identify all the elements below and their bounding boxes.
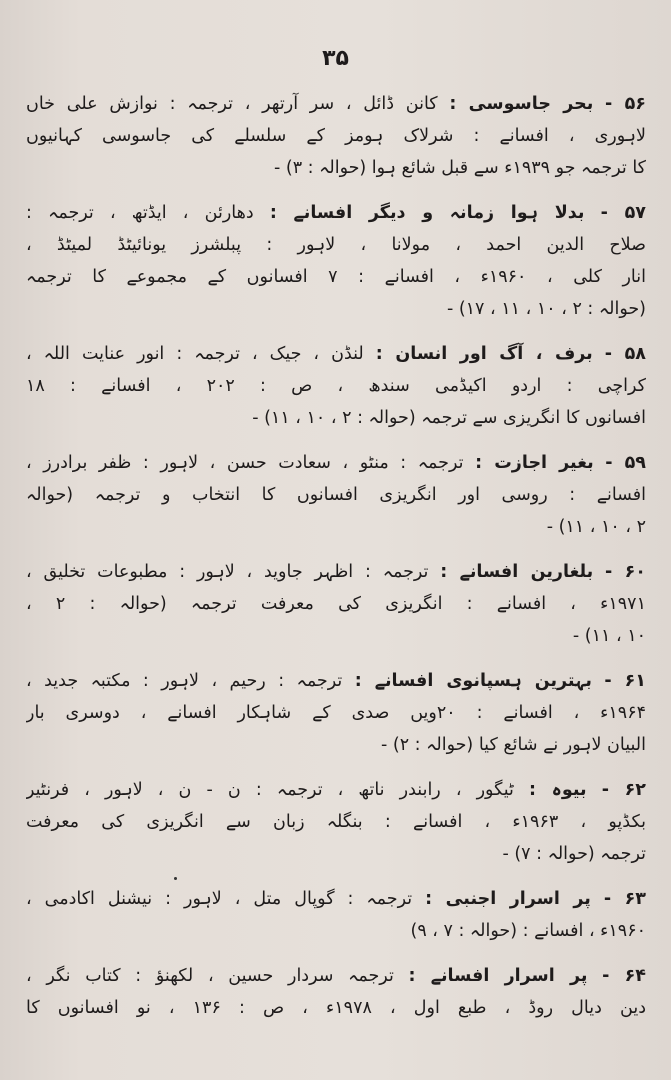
- entry-58: [26, 338, 646, 434]
- entry-line: ترجمہ : رحیم ، لاہور : مکتبہ جدید ،: [26, 671, 343, 691]
- entry-number: ۶۴ -: [602, 966, 646, 986]
- entry-number: ۶۲ -: [601, 780, 646, 800]
- page-number: ۳۵: [322, 46, 349, 71]
- bibliography-list: [26, 88, 646, 1024]
- entry-number: ۶۳ -: [603, 889, 646, 909]
- entry-line: ٹیگور ، رابندر ناتھ ، ترجمہ : ن - ن ، لاہور ، فرنٹیر: [26, 780, 514, 800]
- entry-line: ۱۹۶۰ء ، افسانے : (حوالہ : ۷ ، ۹): [410, 921, 646, 941]
- entry-number: ۶۱ -: [604, 671, 646, 691]
- ink-speck: [174, 877, 177, 880]
- entry-title: پر اسرار اجنبی :: [425, 889, 591, 909]
- entry-line: کانن ڈائل ، سر آرتھر ، ترجمہ : نوازش علی خاں: [26, 94, 438, 114]
- entry-line: بکڈپو ، ۱۹۶۳ء ، افسانے : بنگلہ زبان سے انگریزی کی معرفت: [26, 812, 646, 832]
- entry-line: افسانوں کا انگریزی سے ترجمہ (حوالہ : ۲ ، ۱۰ ، ۱۱) -: [252, 408, 646, 428]
- entry-line: لاہوری ، افسانے : شرلاک ہومز کے سلسلے کی جاسوسی کہانیوں: [26, 126, 646, 146]
- entry-number: ۵۷ -: [600, 203, 646, 223]
- entry-line: ترجمہ (حوالہ : ۷) -: [502, 844, 646, 864]
- entry-title: بدلا ہوا زمانہ و دیگر افسانے :: [269, 203, 585, 223]
- entry-line: ترجمہ سردار حسین ، لکھنؤ : کتاب نگر ،: [26, 966, 394, 986]
- entry-line: ۲ ، ۱۰ ، ۱۱) -: [546, 517, 646, 537]
- entry-number: ۶۰ -: [605, 562, 646, 582]
- entry-line: کراچی : اردو اکیڈمی سندھ ، ص : ۲۰۲ ، افسانے : ۱۸: [26, 376, 646, 396]
- entry-line: ۱۹۷۱ء ، افسانے : انگریزی کی معرفت ترجمہ (حوالہ : ۲ ،: [26, 594, 646, 614]
- entry-61: [26, 665, 646, 761]
- entry-line: (حوالہ : ۲ ، ۱۰ ، ۱۱ ، ۱۷) -: [446, 299, 646, 319]
- entry-line: افسانے : روسی اور انگریزی افسانوں کا انتخاب و ترجمہ (حوالہ: [26, 485, 646, 505]
- entry-line: دھارئن ، ایڈتھ ، ترجمہ :: [26, 203, 254, 223]
- entry-number: ۵۹ -: [605, 453, 646, 473]
- entry-line: ۱۹۶۴ء ، افسانے : ۲۰ویں صدی کے شاہکار افسانے ، دوسری بار: [26, 703, 646, 723]
- entry-number: ۵۶ -: [605, 94, 646, 114]
- entry-63: [26, 883, 646, 947]
- entry-64: [26, 960, 646, 1024]
- entry-line: دین دیال روڈ ، طبع اول ، ۱۹۷۸ء ، ص : ۱۳۶ ، نو افسانوں کا: [26, 998, 646, 1018]
- entry-line: ترجمہ : اظہر جاوید ، لاہور : مطبوعات تخلیق ،: [26, 562, 429, 582]
- entry-title: برف ، آگ اور انسان :: [375, 344, 593, 364]
- entry-57: [26, 197, 646, 325]
- entry-line: البیان لاہور نے شائع کیا (حوالہ : ۲) -: [380, 735, 646, 755]
- entry-title: بلغارین افسانے :: [440, 562, 594, 582]
- entry-59: [26, 447, 646, 543]
- entry-line: ۱۰ ، ۱۱) -: [572, 626, 646, 646]
- entry-line: ترجمہ : گوپال متل ، لاہور : نیشنل اکادمی ،: [26, 889, 413, 909]
- entry-62: [26, 774, 646, 870]
- entry-number: ۵۸ -: [604, 344, 646, 364]
- entry-60: [26, 556, 646, 652]
- entry-line: لنڈن ، جیک ، ترجمہ : انور عنایت اللہ ،: [26, 344, 364, 364]
- entry-56: [26, 88, 646, 184]
- entry-title: بحر جاسوسی :: [449, 94, 594, 114]
- entry-title: بہترین ہسپانوی افسانے :: [354, 671, 592, 691]
- entry-title: بیوہ :: [529, 780, 587, 800]
- entry-line: کا ترجمہ جو ۱۹۳۹ء سے قبل شائع ہوا (حوالہ : ۳) -: [273, 158, 646, 178]
- entry-title: پر اسرار افسانے :: [408, 966, 588, 986]
- entry-line: انار کلی ، ۱۹۶۰ء ، افسانے : ۷ افسانوں کے مجموعے کا ترجمہ: [26, 267, 646, 287]
- entry-line: صلاح الدین احمد ، مولانا ، لاہور : پبلشرز یونائیٹڈ لمیٹڈ ،: [26, 235, 646, 255]
- entry-line: ترجمہ : منٹو ، سعادت حسن ، لاہور : ظفر برادرز ،: [26, 453, 464, 473]
- entry-title: بغیر اجازت :: [475, 453, 594, 473]
